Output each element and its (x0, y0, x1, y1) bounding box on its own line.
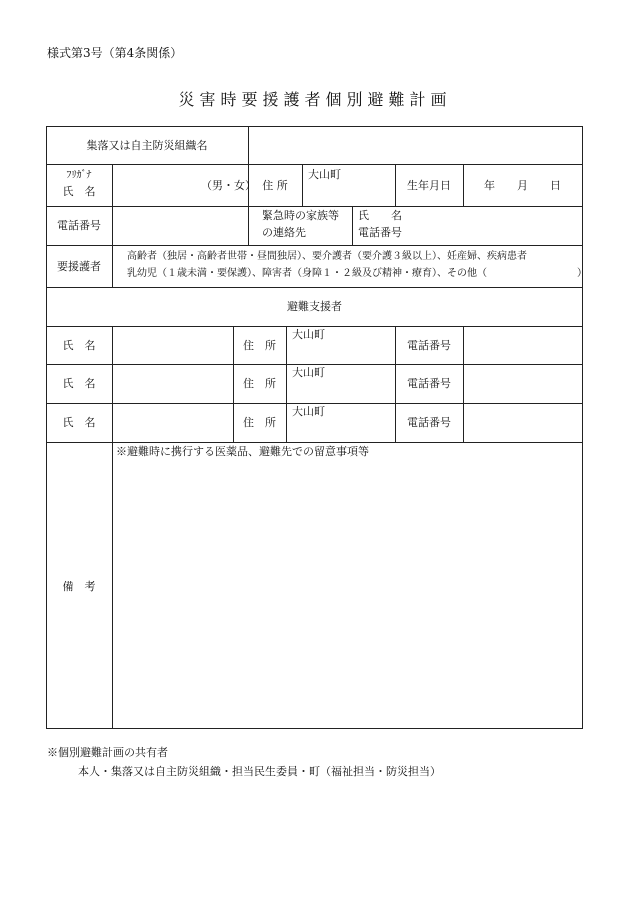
organization-label: 集落又は自主防災組織名 (86, 139, 208, 152)
supporter-name-label: 氏 名 (62, 377, 96, 390)
supporter-phone-field[interactable] (464, 365, 582, 403)
emergency-contact-field[interactable] (418, 207, 582, 245)
emergency-phone-label: 電話番号 (358, 226, 402, 239)
care-label: 要援護者 (57, 260, 101, 273)
name-label: 氏 名 (62, 185, 96, 198)
supporters-heading: 避難支援者 (287, 300, 342, 313)
form-border-bottom (46, 728, 583, 729)
remarks-note: ※避難時に携行する医薬品、避難先での留意事項等 (116, 445, 369, 458)
rule (248, 206, 249, 245)
address-town: 大山町 (308, 168, 341, 181)
emergency-contact-label-2: の連絡先 (262, 226, 306, 239)
rule (46, 245, 583, 246)
supporter-address-town: 大山町 (292, 405, 325, 418)
page-title: 災害時要援護者個別避難計画 (178, 90, 452, 109)
supporter-phone-field[interactable] (464, 404, 582, 442)
furigana-label: ﾌﾘｶﾞﾅ (66, 170, 92, 181)
supporter-address-town: 大山町 (292, 328, 325, 341)
supporter-name-label: 氏 名 (62, 416, 96, 429)
supporter-phone-field[interactable] (464, 327, 582, 364)
form-number: 様式第3号（第4条関係） (47, 46, 183, 60)
supporter-phone-label: 電話番号 (407, 377, 451, 390)
birthdate-label: 生年月日 (407, 179, 451, 192)
address-label: 住 所 (262, 179, 288, 192)
footer-note-title: ※個別避難計画の共有者 (47, 746, 168, 759)
rule (112, 245, 113, 287)
care-categories-line-2[interactable]: 乳幼児（１歳未満・要保護）、障害者（身障１・２級及び精神・療育）、その他（ ） (127, 268, 587, 279)
supporter-address-town: 大山町 (292, 366, 325, 379)
remarks-label: 備 考 (62, 580, 96, 593)
supporter-address-label: 住 所 (243, 339, 276, 352)
form-border-right (582, 126, 583, 729)
rule (46, 287, 583, 288)
supporter-name-field[interactable] (113, 365, 233, 403)
supporter-address-label: 住 所 (243, 377, 276, 390)
phone-field[interactable] (113, 207, 248, 245)
footer-note-detail: 本人・集落又は自主防災組織・担当民生委員・町（福祉担当・防災担当） (78, 765, 441, 778)
supporter-name-label: 氏 名 (62, 339, 96, 352)
remarks-field[interactable] (113, 460, 582, 728)
gender-option[interactable]: （男・女） (201, 179, 256, 192)
supporter-name-field[interactable] (113, 404, 233, 442)
emergency-contact-label-1: 緊急時の家族等 (262, 209, 339, 222)
plan-form (46, 126, 587, 729)
supporter-address-field[interactable] (287, 404, 395, 442)
rule (352, 206, 353, 245)
supporter-address-field[interactable] (287, 365, 395, 403)
birthdate-field[interactable]: 年 月 日 (484, 179, 561, 192)
emergency-name-label: 氏 名 (358, 209, 402, 222)
phone-label: 電話番号 (57, 219, 101, 232)
supporter-address-field[interactable] (287, 327, 395, 364)
supporter-phone-label: 電話番号 (407, 339, 451, 352)
rule (46, 442, 583, 443)
organization-name-field[interactable] (249, 127, 582, 164)
care-categories-line-1[interactable]: 高齢者（独居・高齢者世帯・昼間独居）、要介護者（要介護３級以上）、妊産婦、疾病患者 (127, 251, 527, 262)
supporter-name-field[interactable] (113, 327, 233, 364)
supporter-address-label: 住 所 (243, 416, 276, 429)
supporter-phone-label: 電話番号 (407, 416, 451, 429)
